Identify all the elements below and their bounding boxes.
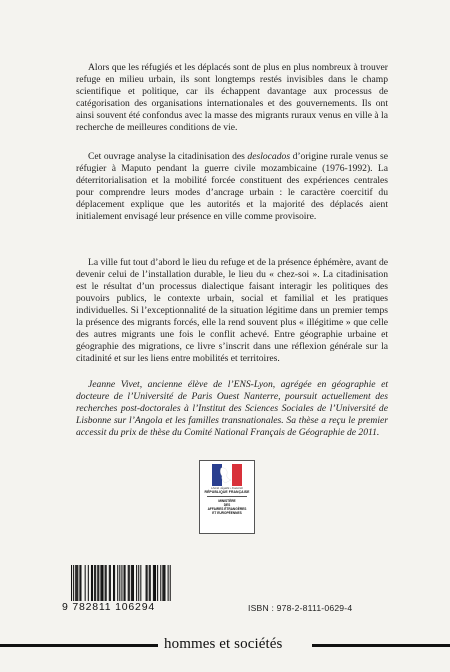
collection-name: hommes et sociétés xyxy=(164,636,283,652)
ministry-logo xyxy=(199,460,255,534)
barcode-bar xyxy=(125,565,126,601)
barcode-bar xyxy=(79,565,80,601)
barcode-bar xyxy=(114,565,115,601)
barcode-bar xyxy=(132,565,133,601)
summary-paragraph-2-start: Cet ouvrage analyse la citadinisation des xyxy=(88,150,248,162)
barcode-bar xyxy=(106,565,107,601)
barcode-bar xyxy=(140,565,141,601)
barcode-bar xyxy=(155,565,156,601)
barcode-bar xyxy=(131,565,132,601)
barcode-bar xyxy=(157,565,158,601)
barcode-bar xyxy=(80,565,81,601)
marianne-flag-icon xyxy=(212,464,242,486)
collection-rule-left xyxy=(0,644,158,647)
author-bio: Jeanne Vivet, ancienne élève de l’ENS-Lyon, agrégée en géographie et docteure de l’Université de Paris Ouest Nanterre, poursuit actuellement des recherches post-doctorales à l’Institut des Sciences Sociales de l’Université de Lisbonne sur l’Angola et les familles transnationales. Sa thèse a reçu le premier accessit du prix de thèse du Comité National Français de Géographie de 2011. xyxy=(76,378,388,438)
ministry-line-4: ET EUROPÉENNES xyxy=(212,510,242,515)
barcode-digits: 9 782811 106294 xyxy=(62,601,172,613)
barcode-bar xyxy=(149,565,150,601)
barcode-bar xyxy=(91,565,92,601)
barcode-bar xyxy=(128,565,129,601)
barcode-bar xyxy=(138,565,139,601)
barcode-bar xyxy=(163,565,164,601)
barcode-bar xyxy=(146,565,147,601)
barcode-bar xyxy=(150,565,151,601)
barcode xyxy=(62,565,172,623)
logo-divider xyxy=(207,496,247,497)
summary-emphasis-deslocados: deslocados xyxy=(247,150,291,162)
ministry-line-2: DES xyxy=(223,502,231,507)
barcode-bar xyxy=(147,565,148,601)
barcode-bar xyxy=(98,565,99,601)
barcode-bar xyxy=(97,565,98,601)
ministry-line-1: MINISTÈRE xyxy=(218,498,236,503)
barcode-bar xyxy=(103,565,104,601)
barcode-bar xyxy=(117,565,118,601)
republic-name: RÉPUBLIQUE FRANÇAISE xyxy=(204,490,250,494)
barcode-bar xyxy=(100,565,101,601)
barcode-bar xyxy=(160,565,161,601)
barcode-bar xyxy=(110,565,111,601)
summary-paragraph-3: La ville fut tout d’abord le lieu du refuge et de la présence éphémère, avant de devenir celui de l’installation durable, le lieu du « chez-soi ». La citadinisation est le résultat d’un processus dialectique faisant interagir les politiques des pouvoirs publics, le contexte urbain, social et familial et les pratiques individuelles. Si l’exceptionnalité de la situation légitime dans un premier temps la présence des migrants forcés, elle la rend souvent plus « illégitime » que celle des autres migrants une fois le conflit achevé. Entre géographie urbaine et géographie des migrations, ce livre s’inscrit dans une réflexion générale sur la citadinité et sur les liens entre mobilités et territoires. xyxy=(76,256,388,365)
republic-motto: Liberté • Égalité • Fraternité xyxy=(211,487,243,490)
summary-paragraph-2-end: d’origine rurale venus se réfugier à Maputo pendant la guerre civile mozambicaine (1976-1992). La déterritorialisation et la mobilité forcée constituent des expériences centrales pour comprendre leurs modes d’ancrage urbain : le caractère coercitif du déplacement explique que les autorités et la majorité des déplacés aient initialement envisagé leur présence en ville comme provisoire. xyxy=(76,150,388,223)
barcode-bar xyxy=(164,565,165,601)
barcode-bar xyxy=(124,565,125,601)
isbn: ISBN : 978-2-8111-0629-4 xyxy=(248,603,353,613)
barcode-bar xyxy=(153,565,154,601)
barcode-bar xyxy=(113,565,114,601)
barcode-bar xyxy=(95,565,96,601)
barcode-bar xyxy=(109,565,110,601)
summary-paragraph-1: Alors que les réfugiés et les déplacés sont de plus en plus nombreux à trouver refuge en milieu urbain, ils sont longtemps restés invisibles dans le champ scientifique et politique, car ils échappent davantage aux processus de catégorisation des organisations internationales et des gouvernements. Ils ont ainsi souvent été confondus avec la masse des migrants ruraux venus en ville à la recherche de meilleures conditions de vie. xyxy=(76,61,388,134)
summary-paragraph-2 xyxy=(76,151,388,224)
barcode-bar xyxy=(88,565,89,601)
barcode-bar xyxy=(133,565,134,601)
barcode-bar xyxy=(75,565,76,601)
barcode-bar xyxy=(85,565,86,601)
barcode-bar xyxy=(92,565,93,601)
barcode-bar xyxy=(94,565,95,601)
barcode-bar xyxy=(105,565,106,601)
barcode-bar xyxy=(129,565,130,601)
barcode-bar xyxy=(77,565,78,601)
barcode-bar xyxy=(101,565,102,601)
barcode-bar xyxy=(76,565,77,601)
barcode-bar xyxy=(162,565,163,601)
barcode-bar xyxy=(154,565,155,601)
ministry-line-3: AFFAIRES ÉTRANGÈRES xyxy=(207,506,247,511)
collection-rule-right xyxy=(312,644,450,647)
barcode-bar xyxy=(136,565,137,601)
